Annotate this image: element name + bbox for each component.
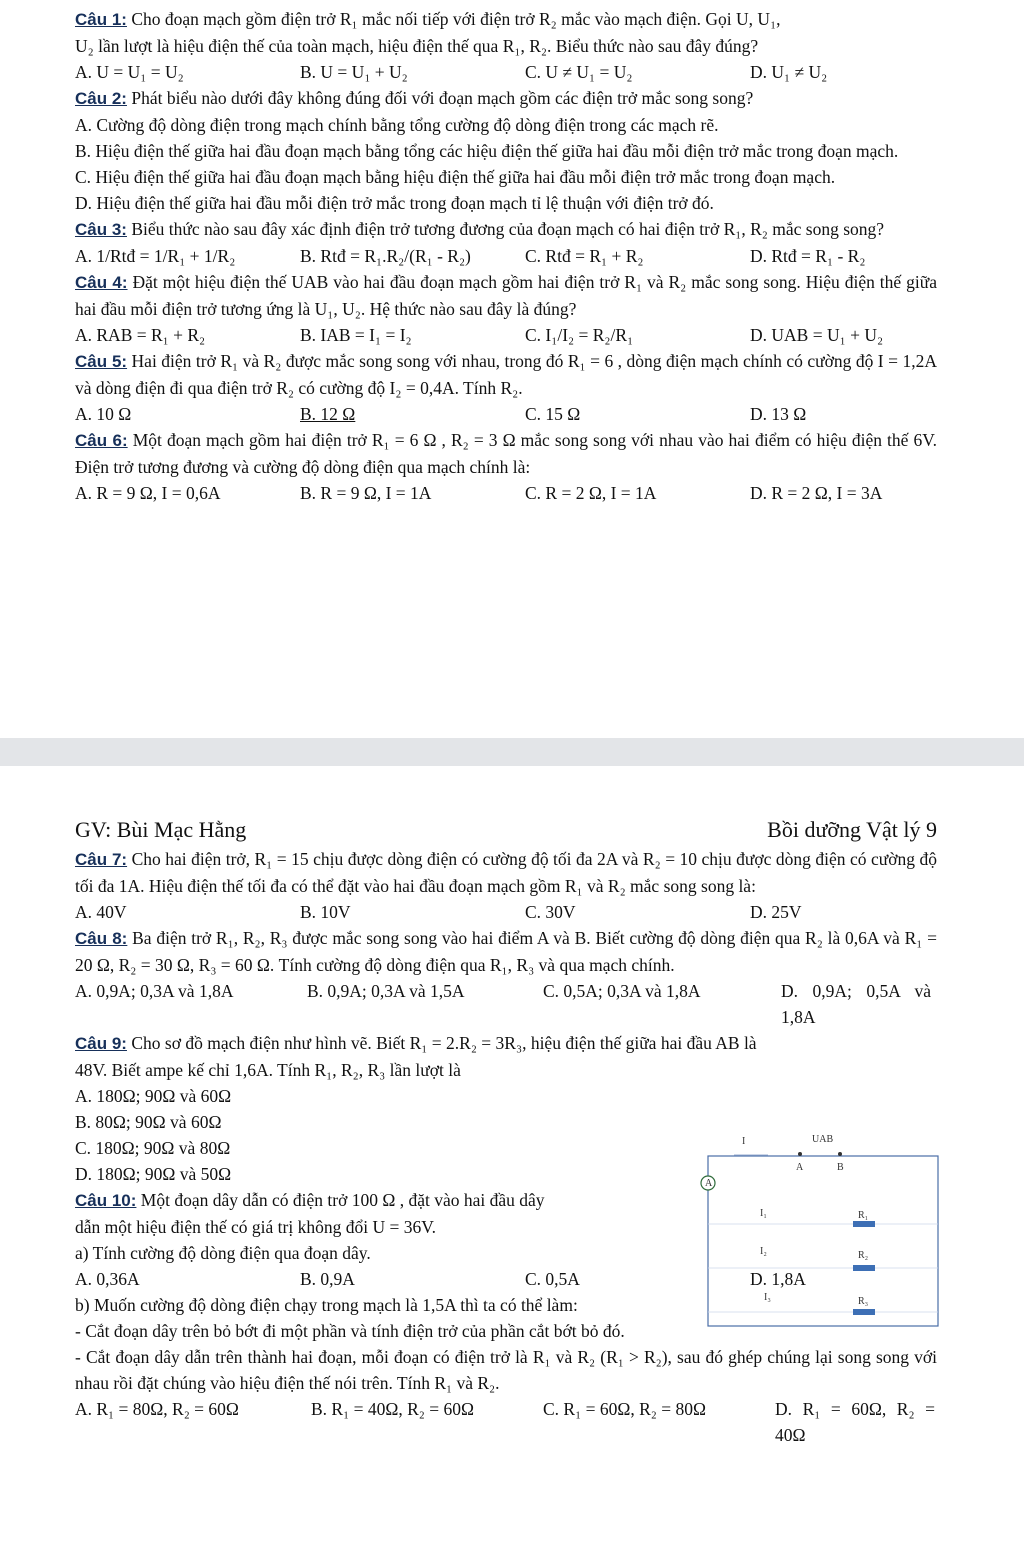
option-d[interactable]: D. R = 2 Ω, I = 3A <box>750 483 883 503</box>
question-1 <box>75 6 937 85</box>
option-c[interactable]: C. R₁ = 60Ω, R₂ = 80Ω <box>543 1399 706 1419</box>
option-b[interactable]: B. 0,9A <box>300 1269 355 1289</box>
option-c[interactable]: C. R = 2 Ω, I = 1A <box>525 483 657 503</box>
option-b[interactable]: B. 0,9A; 0,3A và 1,5A <box>307 981 465 1001</box>
current-label: I <box>742 1136 746 1147</box>
option-a[interactable]: A. 0,9A; 0,3A và 1,8A <box>75 981 234 1001</box>
question-4 <box>75 269 937 348</box>
terminal-b <box>838 1152 842 1156</box>
page-gap-bar <box>0 738 1024 766</box>
option-d[interactable]: D. Rtđ = R₁ - R₂ <box>750 246 866 266</box>
question-label: Câu 6: <box>75 431 128 450</box>
circuit-diagram <box>690 1128 940 1328</box>
option-c[interactable]: C. 0,5A <box>525 1269 580 1289</box>
part-b-item-1: - Cắt đoạn dây trên bỏ bớt đi một phần và tính điện trở của phần cắt bớt bỏ đó. <box>75 1321 625 1341</box>
answer-options <box>75 401 937 427</box>
ammeter-label: A <box>705 1178 713 1189</box>
option-a[interactable]: A. 180Ω; 90Ω và 60Ω <box>75 1086 232 1106</box>
question-label: Câu 7: <box>75 850 128 869</box>
option-d[interactable]: D. Hiệu điện thế giữa hai đầu mỗi điện trở mắc trong đoạn mạch tỉ lệ thuận với điện trở đó. <box>75 193 714 213</box>
answer-options <box>75 322 937 348</box>
question-5 <box>75 348 937 427</box>
question-text: Ba điện trở R₁, R₂, R₃ được mắc song song vào hai điểm A và B. Biết cường độ dòng điện qua R₂ là 0,6A và R₁ = 20 Ω, R₂ = 30 Ω, R₃ = 60 Ω. Tính cường độ dòng điện qua R₁, R₃ và qua mạch chính. <box>75 928 937 975</box>
option-d[interactable]: D. U₁ ≠ U₂ <box>750 62 828 82</box>
question-label: Câu 5: <box>75 352 128 371</box>
question-text: Phát biểu nào dưới đây không đúng đối với đoạn mạch gồm các điện trở mắc song song? <box>126 88 754 108</box>
option-a[interactable]: A. RAB = R₁ + R₂ <box>75 325 206 345</box>
answer-options <box>75 899 937 925</box>
question-text: Một đoạn mạch gồm hai điện trở R₁ = 6 Ω , R₂ = 3 Ω mắc song song với nhau vào hai điểm có hiệu điện thế 6V. Điện trở tương đương và cường độ dòng điện qua mạch chính là: <box>75 430 937 477</box>
answer-options <box>75 978 937 1030</box>
question-text: Cho hai điện trở, R₁ = 15 chịu được dòng điện có cường độ tối đa 2A và R₂ = 10 chịu được dòng điện có cường độ tối đa 1A. Hiệu điện thế tối đa có thể đặt vào hai đầu đoạn mạch gồm R₁ và R₂ mắc song song là: <box>75 849 937 896</box>
answer-options <box>75 243 937 269</box>
resistor-r1 <box>853 1221 875 1227</box>
i3-label: I₃ <box>764 1292 771 1303</box>
r1-label: R₁ <box>858 1210 869 1221</box>
option-b[interactable]: B. R₁ = 40Ω, R₂ = 60Ω <box>311 1399 474 1419</box>
option-a[interactable]: A. U = U₁ = U₂ <box>75 62 184 82</box>
option-a[interactable]: A. 0,36A <box>75 1269 140 1289</box>
question-text: Biểu thức nào sau đây xác định điện trở tương đương của đoạn mạch có hai điện trở R₁, R₂ mắc song song? <box>126 219 885 239</box>
circuit-frame <box>708 1156 938 1326</box>
option-d[interactable]: D. UAB = U₁ + U₂ <box>750 325 884 345</box>
circuit-svg <box>690 1128 940 1328</box>
r2-label: R₂ <box>858 1250 869 1261</box>
question-8 <box>75 925 937 1030</box>
option-b[interactable]: B. Hiệu điện thế giữa hai đầu đoạn mạch bằng tổng các hiệu điện thế giữa hai đầu mỗi điện trở mắc trong đoạn mạch. <box>75 141 899 161</box>
question-label: Câu 4: <box>75 273 128 292</box>
question-2 <box>75 85 937 216</box>
terminal-b-label: B <box>837 1162 844 1173</box>
part-b-item-2: - Cắt đoạn dây dẫn trên thành hai đoạn, mỗi đoạn có điện trở là R₁ và R₂ (R₁ > R₂), sau đó ghép chúng lại song song với nhau rồi đặt chúng vào hiệu điện thế nói trên. Tính R₁ và R₂. <box>75 1347 937 1393</box>
question-label: Câu 2: <box>75 89 127 108</box>
option-d[interactable]: D. 13 Ω <box>750 404 807 424</box>
terminal-a <box>798 1152 802 1156</box>
answer-options <box>75 1396 937 1448</box>
option-d[interactable]: D. 0,9A; 0,5A và 1,8A <box>781 981 931 1027</box>
option-d[interactable]: D. 180Ω; 90Ω và 50Ω <box>75 1164 232 1184</box>
question-text: dẫn một hiệu điện thế có giá trị không đổi U = 36V. <box>75 1217 436 1237</box>
option-c[interactable]: C. Rtđ = R₁ + R₂ <box>525 246 644 266</box>
option-a[interactable]: A. Cường độ dòng điện trong mạch chính bằng tổng cường độ dòng điện trong các mạch rẽ. <box>75 115 719 135</box>
part-a-prompt: a) Tính cường độ dòng điện qua đoạn dây. <box>75 1243 371 1263</box>
r3-label: R₃ <box>858 1296 869 1307</box>
option-b[interactable]: B. 10V <box>300 902 351 922</box>
question-label: Câu 10: <box>75 1191 137 1210</box>
question-label: Câu 3: <box>75 220 127 239</box>
page-1-content <box>75 6 937 506</box>
question-text: Một đoạn dây dẫn có điện trở 100 Ω , đặt vào hai đầu dây <box>136 1190 545 1210</box>
question-text: U₂ lần lượt là hiệu điện thế của toàn mạch, hiệu điện thế qua R₁, R₂. Biểu thức nào sau đây đúng? <box>75 36 759 56</box>
option-b[interactable]: B. U = U₁ + U₂ <box>300 62 408 82</box>
option-c[interactable]: C. I₁/I₂ = R₂/R₁ <box>525 325 634 345</box>
part-b-prompt: b) Muốn cường độ dòng điện chạy trong mạch là 1,5A thì ta có thể làm: <box>75 1295 578 1315</box>
question-6 <box>75 427 937 506</box>
terminal-a-label: A <box>796 1162 804 1173</box>
teacher-name: GV: Bùi Mạc Hằng <box>75 817 247 842</box>
option-a[interactable]: A. 40V <box>75 902 127 922</box>
option-c[interactable]: C. 15 Ω <box>525 404 581 424</box>
course-title: Bồi dưỡng Vật lý 9 <box>767 817 937 842</box>
option-c[interactable]: C. U ≠ U₁ = U₂ <box>525 62 633 82</box>
question-label: Câu 9: <box>75 1034 127 1053</box>
question-text: Cho sơ đồ mạch điện như hình vẽ. Biết R₁ = 2.R₂ = 3R₃, hiệu điện thế giữa hai đầu AB là <box>126 1033 757 1053</box>
question-text: Đặt một hiệu điện thế UAB vào hai đầu đoạn mạch gồm hai điện trở R₁ và R₂ mắc song song. Hiệu điện thế giữa hai đầu mỗi điện trở tương ứng là U₁, U₂. Hệ thức nào sau đây là đúng? <box>75 272 937 319</box>
question-text: 48V. Biết ampe kế chỉ 1,6A. Tính R₁, R₂, R₃ lần lượt là <box>75 1060 461 1080</box>
question-text: Cho đoạn mạch gồm điện trở R₁ mắc nối tiếp với điện trở R₂ mắc vào mạch điện. Gọi U, U₁, <box>126 9 781 29</box>
option-c[interactable]: C. Hiệu điện thế giữa hai đầu đoạn mạch bằng hiệu điện thế giữa hai đầu mỗi điện trở mắc trong đoạn mạch. <box>75 167 836 187</box>
option-c[interactable]: C. 0,5A; 0,3A và 1,8A <box>543 981 701 1001</box>
page-separator <box>0 700 1024 800</box>
i2-label: I₂ <box>760 1246 767 1257</box>
question-text: Hai điện trở R₁ và R₂ được mắc song song với nhau, trong đó R₁ = 6 , dòng điện mạch chính có cường độ I = 1,2A và dòng điện đi qua điện trở R₂ có cường độ I₂ = 0,4A. Tính R₂. <box>75 351 937 398</box>
i1-label: I₁ <box>760 1208 767 1219</box>
option-b[interactable]: B. R = 9 Ω, I = 1A <box>300 483 432 503</box>
option-a[interactable]: A. R₁ = 80Ω, R₂ = 60Ω <box>75 1399 239 1419</box>
page-header <box>75 816 937 844</box>
option-a[interactable]: A. 10 Ω <box>75 404 132 424</box>
option-b[interactable]: B. 80Ω; 90Ω và 60Ω <box>75 1112 222 1132</box>
option-c[interactable]: C. 180Ω; 90Ω và 80Ω <box>75 1138 231 1158</box>
answer-options <box>75 59 937 85</box>
question-label: Câu 1: <box>75 10 127 29</box>
resistor-r3 <box>853 1309 875 1315</box>
option-a[interactable]: A. R = 9 Ω, I = 0,6A <box>75 483 221 503</box>
option-d[interactable]: D. 1,8A <box>750 1269 806 1289</box>
question-3 <box>75 216 937 269</box>
question-7 <box>75 846 937 925</box>
voltage-label: UAB <box>812 1134 834 1145</box>
worksheet-page-1 <box>0 0 1024 700</box>
question-label: Câu 8: <box>75 929 128 948</box>
option-b[interactable]: B. 12 Ω <box>300 404 356 424</box>
resistor-r2 <box>853 1265 875 1271</box>
option-b[interactable]: B. Rtđ = R₁.R₂/(R₁ - R₂) <box>300 246 471 266</box>
option-b[interactable]: B. IAB = I₁ = I₂ <box>300 325 412 345</box>
option-d[interactable]: D. R₁ = 60Ω, R₂ = 40Ω <box>775 1399 935 1445</box>
option-c[interactable]: C. 30V <box>525 902 576 922</box>
answer-options <box>75 480 937 506</box>
option-a[interactable]: A. 1/Rtđ = 1/R₁ + 1/R₂ <box>75 246 236 266</box>
option-d[interactable]: D. 25V <box>750 902 802 922</box>
